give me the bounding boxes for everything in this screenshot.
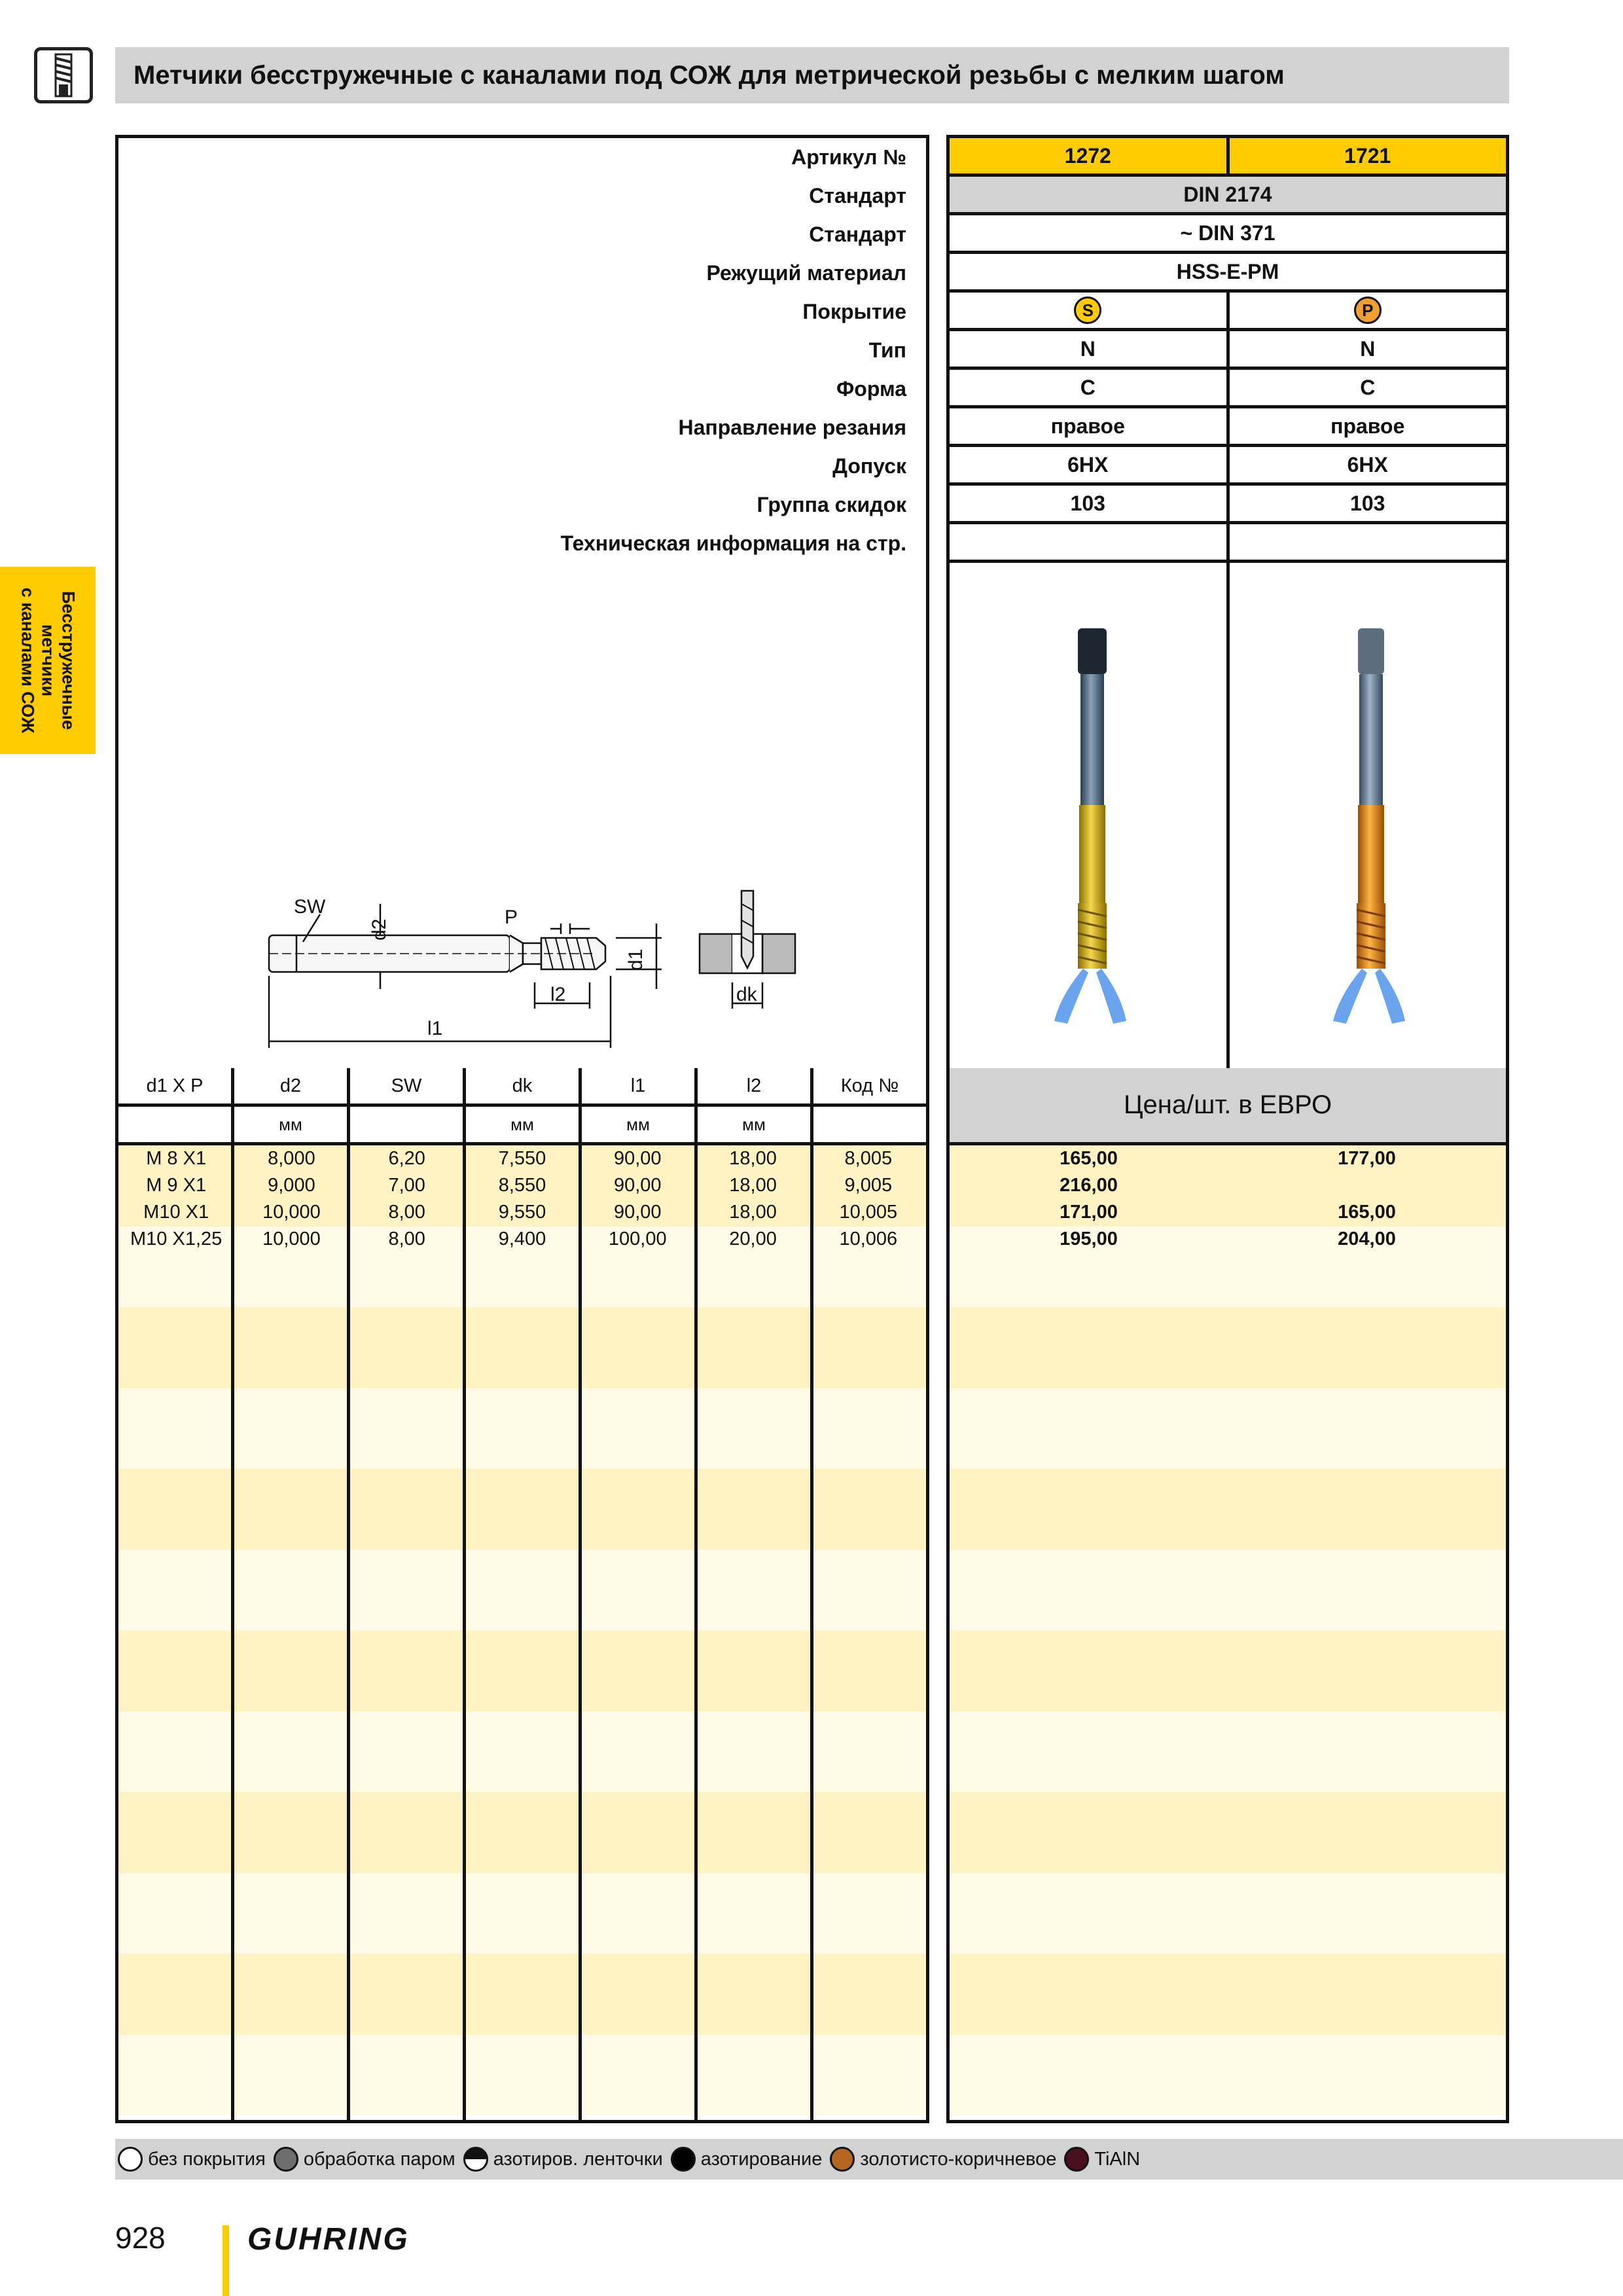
coating-row (950, 293, 1506, 331)
material-value: HSS-E-PM (1176, 259, 1279, 283)
cell-d1xp: M 8 X1 (146, 1148, 207, 1169)
tech-info-cell[interactable] (1226, 524, 1507, 560)
form-value: C (1080, 375, 1096, 399)
spec-label-standard-2: Стандарт (809, 223, 906, 246)
spec-label-form: Форма (836, 377, 906, 401)
direction-value: правое (1050, 414, 1125, 438)
product-image-1721 (1226, 563, 1507, 1069)
table-row[interactable] (118, 1199, 926, 1226)
legend-label: азотиров. ленточки (493, 2148, 663, 2170)
form-value: C (1226, 370, 1507, 405)
price-1272: 171,00 (1060, 1202, 1118, 1223)
tialn-icon (1064, 2147, 1089, 2172)
discount-value: 103 (1226, 486, 1507, 521)
cell-dk: 9,400 (498, 1229, 546, 1249)
price-header: Цена/шт. в ЕВРО (950, 1068, 1506, 1145)
tap-dimension-drawing (118, 138, 926, 1069)
direction-value: правое (1226, 408, 1507, 444)
price-1721: 165,00 (1338, 1202, 1396, 1223)
coating-legend (115, 2139, 1623, 2179)
column-header: SW (347, 1068, 463, 1103)
dimension-table (115, 1068, 929, 2123)
type-value: N (1226, 331, 1507, 367)
legend-item (274, 2147, 455, 2172)
cell-d1xp: M 9 X1 (146, 1175, 207, 1196)
column-header: d2 (231, 1068, 347, 1103)
label-p: P (505, 906, 518, 928)
table-row[interactable] (118, 1145, 926, 1172)
cell-d2: 10,000 (262, 1229, 321, 1249)
legend-label: азотирование (700, 2148, 823, 2170)
spec-label-panel (115, 135, 929, 1072)
label-sw: SW (294, 896, 326, 918)
coating-cell (1226, 293, 1507, 328)
unit-cell: мм (463, 1107, 579, 1142)
price-row[interactable] (950, 1172, 1506, 1199)
article-row (950, 138, 1506, 177)
tech-info-row (950, 524, 1506, 563)
legend-label: обработка паром (303, 2148, 455, 2170)
page-number: 928 (115, 2221, 166, 2255)
cell-sw: 8,00 (388, 1229, 425, 1249)
product-image-1272 (950, 563, 1226, 1069)
discount-row (950, 486, 1506, 524)
spec-label-discount-group: Группа скидок (757, 493, 906, 516)
page-title: Метчики бесстружечные с каналами под СОЖ для метрической резьбы с мелким шагом (134, 60, 1285, 90)
spec-label-direction: Направление резания (678, 416, 906, 439)
cell-sw: 6,20 (388, 1148, 425, 1169)
cell-dk: 7,550 (498, 1148, 546, 1169)
standard-2-row (950, 215, 1506, 254)
cell-l1: 90,00 (613, 1175, 662, 1196)
cell-sw: 7,00 (388, 1175, 425, 1196)
cell-d2: 8,000 (268, 1148, 315, 1169)
cell-d1xp: M10 X1,25 (130, 1229, 223, 1249)
cell-d2: 10,000 (262, 1202, 321, 1223)
label-l2: l2 (550, 984, 566, 1005)
type-row (950, 331, 1506, 370)
spec-label-tolerance: Допуск (832, 454, 906, 478)
product-image-row (950, 563, 1506, 1069)
price-1721: 204,00 (1338, 1229, 1396, 1249)
type-value: N (1080, 336, 1096, 361)
cell-dk: 9,550 (498, 1202, 546, 1223)
column-header: Код № (810, 1068, 926, 1103)
spec-label-material: Режущий материал (706, 261, 906, 285)
gold-brown-icon (830, 2147, 855, 2172)
legend-label: золотисто-коричневое (860, 2148, 1057, 2170)
cell-sw: 8,00 (388, 1202, 425, 1223)
coating-badge-icon: S (1074, 296, 1101, 324)
unit-cell (810, 1107, 926, 1142)
tolerance-row (950, 447, 1506, 486)
price-row[interactable] (950, 1226, 1506, 1253)
section-tab-line: метчики (38, 624, 58, 697)
column-header: d1 X P (146, 1075, 204, 1096)
price-1721: 177,00 (1338, 1148, 1396, 1169)
cell-d1xp: M10 X1 (143, 1202, 209, 1223)
header-bar (115, 47, 1509, 103)
tolerance-value: 6HX (1226, 447, 1507, 482)
price-row[interactable] (950, 1199, 1506, 1226)
nitrided-icon (671, 2147, 696, 2172)
cell-l2: 20,00 (729, 1229, 777, 1249)
material-row (950, 254, 1506, 293)
spec-label-standard: Стандарт (809, 184, 906, 207)
cell-code: 10,006 (839, 1229, 898, 1249)
label-dk: dk (736, 984, 757, 1005)
section-tab-label (18, 567, 79, 754)
cell-code: 10,005 (839, 1202, 898, 1223)
unit-row (118, 1107, 926, 1145)
legend-label: TiAlN (1094, 2148, 1141, 2170)
direction-row (950, 408, 1506, 447)
cell-l1: 90,00 (613, 1202, 662, 1223)
legend-item (830, 2147, 1056, 2172)
unit-cell (118, 1107, 231, 1142)
standard-value: DIN 2174 (1183, 182, 1272, 206)
article-1721[interactable]: 1721 (1226, 138, 1507, 173)
nitrided-lands-icon (463, 2147, 488, 2172)
tap-category-icon (34, 47, 93, 103)
discount-value: 103 (1070, 491, 1105, 515)
legend-item (1064, 2147, 1140, 2172)
coating-cell (950, 293, 1226, 328)
uncoated-icon (118, 2147, 143, 2172)
coating-badge-icon: P (1354, 296, 1382, 324)
cell-l2: 18,00 (729, 1175, 777, 1196)
standard-row (950, 177, 1506, 215)
column-header: l1 (579, 1068, 694, 1103)
unit-cell (347, 1107, 463, 1142)
label-d2: d2 (368, 918, 390, 941)
section-tab-line: Бесстружечные (58, 591, 79, 730)
spec-label-article: Артикул № (791, 145, 906, 169)
unit-cell: мм (579, 1107, 694, 1142)
price-row[interactable] (950, 1145, 1506, 1172)
unit-cell: мм (231, 1107, 347, 1142)
spec-label-coating: Покрытие (802, 300, 906, 323)
article-spec-panel (946, 135, 1509, 1072)
section-tab[interactable] (0, 567, 96, 754)
cell-code: 9,005 (844, 1175, 893, 1196)
steam-treated-icon (274, 2147, 298, 2172)
cell-l2: 18,00 (729, 1148, 777, 1169)
table-header (118, 1068, 926, 1107)
spec-label-tech-info: Техническая информация на стр. (560, 531, 906, 555)
standard-2-value: ~ DIN 371 (1180, 221, 1275, 245)
cell-code: 8,005 (844, 1148, 893, 1169)
table-row[interactable] (118, 1226, 926, 1253)
cell-l1: 90,00 (613, 1148, 662, 1169)
brand-logo: GUHRING (247, 2222, 410, 2257)
table-row[interactable] (118, 1172, 926, 1199)
legend-item (671, 2147, 823, 2172)
spec-label-type: Тип (868, 338, 906, 362)
column-header: dk (463, 1068, 579, 1103)
price-1272: 216,00 (1060, 1175, 1118, 1196)
footer-accent-bar (223, 2225, 229, 2296)
label-d1: d1 (625, 948, 647, 971)
price-1272: 195,00 (1060, 1229, 1118, 1249)
cell-dk: 8,550 (498, 1175, 546, 1196)
legend-item (118, 2147, 266, 2172)
cell-l2: 18,00 (729, 1202, 777, 1223)
price-1272: 165,00 (1060, 1148, 1118, 1169)
form-row (950, 370, 1506, 408)
price-body (950, 1145, 1506, 1253)
cell-d2: 9,000 (268, 1175, 315, 1196)
tech-info-cell[interactable] (950, 524, 1226, 560)
row-bands (950, 1145, 1506, 2120)
price-table (946, 1068, 1509, 2123)
section-tab-line: с каналами СОЖ (18, 587, 38, 734)
tolerance-value: 6HX (1067, 452, 1109, 476)
legend-label: без покрытия (148, 2148, 266, 2170)
unit-cell: мм (694, 1107, 810, 1142)
table-body (118, 1145, 926, 1253)
price-1721 (1228, 1172, 1506, 1199)
label-l1: l1 (427, 1018, 443, 1039)
article-1272[interactable]: 1272 (1064, 143, 1111, 168)
legend-item (463, 2147, 663, 2172)
cell-l1: 100,00 (608, 1229, 667, 1249)
column-header: l2 (694, 1068, 810, 1103)
